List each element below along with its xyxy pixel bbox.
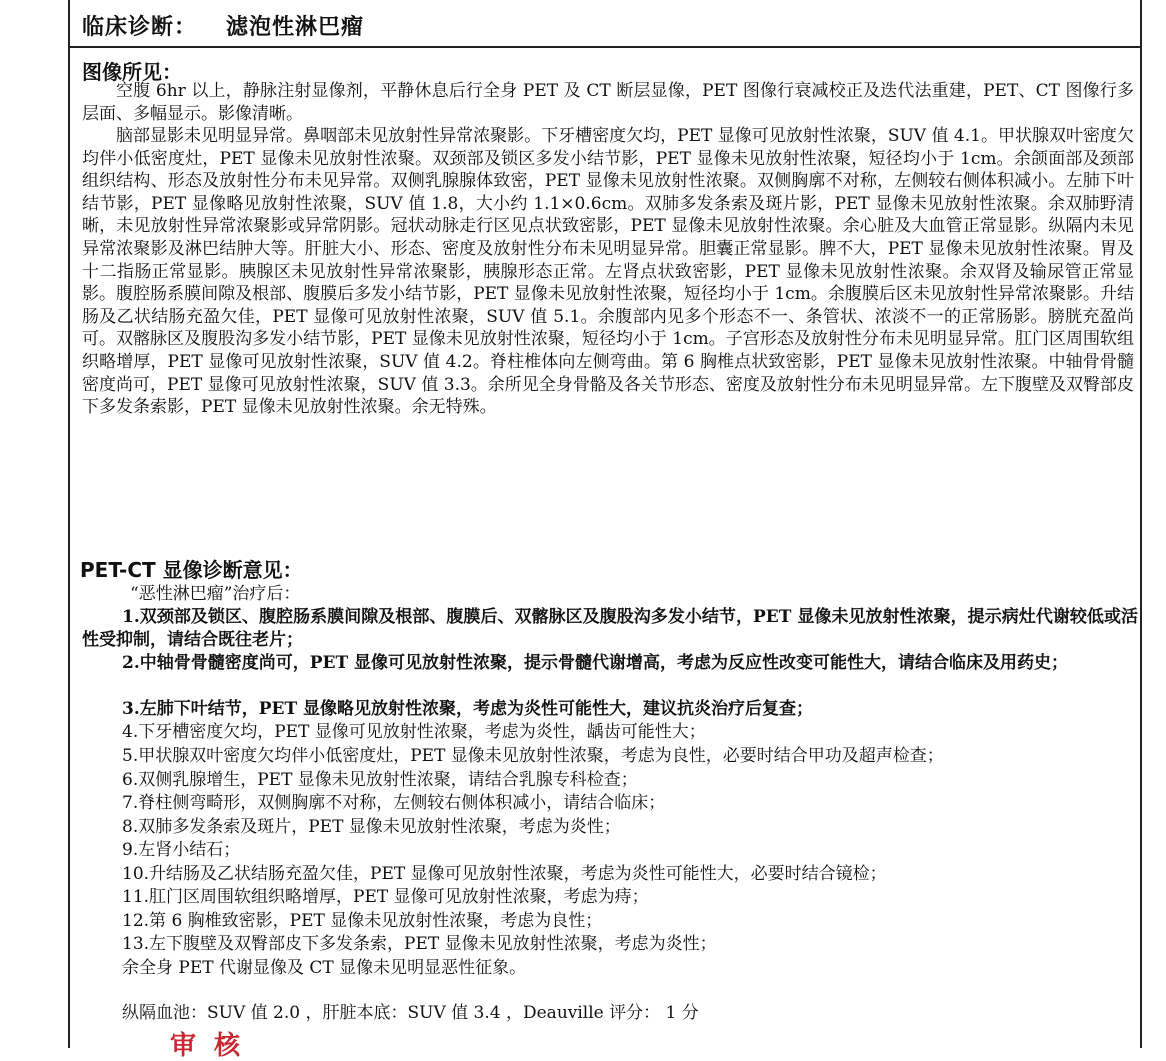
- opinion-item-12: 12.第 6 胸椎致密影，PET 显像未见放射性浓聚，考虑为良性；: [122, 911, 603, 931]
- clinical-diagnosis-row: [68, 0, 1142, 48]
- opinion-item-10: 10.升结肠及乙状结肠充盈欠佳，PET 显像可见放射性浓聚，考虑为炎性可能性大，必要时结合镜检；: [122, 864, 887, 884]
- opinion-item-6: 6.双侧乳腺增生，PET 显像未见放射性浓聚，请结合乳腺专科检查；: [122, 770, 638, 790]
- opinion-item-11: 11.肛门区周围软组织略增厚，PET 显像可见放射性浓聚，考虑为痔；: [122, 887, 649, 907]
- opinion-item-13: 13.左下腹壁及双臀部皮下多发条索，PET 显像未见放射性浓聚，考虑为炎性；: [122, 934, 717, 954]
- clinical-diagnosis-label: 临床诊断：: [82, 15, 198, 40]
- findings-paragraph-1: 空腹 6hr 以上，静脉注射显像剂，平静休息后行全身 PET 及 CT 断层显像，PET 图像行衰减校正及迭代法重建，PET、CT 图像行多层面、多幅显示。影像清晰。: [82, 81, 1134, 124]
- seal-stamp: 审核: [170, 1031, 259, 1061]
- findings-title: 图像所见：: [82, 60, 182, 84]
- opinion-closing: 余全身 PET 代谢显像及 CT 显像未见明显恶性征象。: [122, 958, 527, 978]
- opinion-item-9: 9.左肾小结石；: [122, 840, 241, 860]
- opinion-item-1: 1.双颈部及锁区、腹腔肠系膜间隙及根部、腹膜后、双髂脉区及腹股沟多发小结节，PET 显像未见放射性浓聚，提示病灶代谢较低或活性受抑制，请结合既往老片；: [82, 607, 1138, 650]
- opinion-item-2: 2.中轴骨骨髓密度尚可，PET 显像可见放射性浓聚，提示骨髓代谢增高，考虑为反应性改变可能性大，请结合临床及用药史；: [122, 653, 1069, 673]
- opinion-item-8: 8.双肺多发条索及斑片，PET 显像未见放射性浓聚，考虑为炎性；: [122, 817, 621, 837]
- opinion-item-7: 7.脊柱侧弯畸形，双侧胸廓不对称，左侧较右侧体积减小，请结合临床；: [122, 793, 666, 813]
- clinical-diagnosis-value: 滤泡性淋巴瘤: [226, 15, 365, 40]
- findings-paragraph-2: 脑部显影未见明显异常。鼻咽部未见放射性异常浓聚影。下牙槽密度欠均，PET 显像可见放射性浓聚，SUV 值 4.1。甲状腺双叶密度欠均伴小低密度灶，PET 显像未见放射性浓聚。双颈部及锁区多发小结节影，PET 显像未见放射性浓聚，短径均小于 1cm。余颌面部及颈部组织结构、形态及放射性分布未见异常。双侧乳腺腺体致密，PET 显像未见放射性浓聚。双侧胸廓不对称，左侧较右侧体积减小。左肺下叶结节影，PET 显像略见放射性浓聚，SUV 值 1.8，大小约 1.1×0.6cm。双肺多发条索及斑片影，PET 显像未见放射性浓聚。余双肺野清晰，未见放射性异常浓聚影或异常阴影。冠状动脉走行区见点状致密影，PET 显像未见放射性浓聚。余心脏及大血管正常显影。纵隔内未见异常浓聚影及淋巴结肿大等。肝脏大小、形态、密度及放射性分布未见明显异常。胆囊正常显影。脾不大，PET 显像未见放射性浓聚。胃及十二指肠正常显影。胰腺区未见放射性异常浓聚影，胰腺形态正常。左肾点状致密影，PET 显像未见放射性浓聚。余双肾及输尿管正常显影。腹腔肠系膜间隙及根部、腹膜后多发小结节影，PET 显像未见放射性浓聚，短径均小于 1cm。余腹膜后区未见放射性异常浓聚影。升结肠及乙状结肠充盈欠佳，PET 显像可见放射性浓聚，SUV 值 5.1。余腹部内见多个形态不一、条管状、浓淡不一的正常肠影。膀胱充盈尚可。双髂脉区及腹股沟多发小结节影，PET 显像未见放射性浓聚，短径均小于 1cm。子宫形态及放射性分布未见明显异常。肛门区周围软组织略增厚，PET 显像可见放射性浓聚，SUV 值 4.2。脊柱椎体向左侧弯曲。第 6 胸椎点状致密影，PET 显像未见放射性浓聚。中轴骨骨髓密度尚可，PET 显像可见放射性浓聚，SUV 值 3.3。余所见全身骨骼及各关节形态、密度及放射性分布未见明显异常。左下腹壁及双臀部皮下多发条索影，PET 显像未见放射性浓聚。余无特殊。: [82, 126, 1134, 418]
- opinion-item-3: 3.左肺下叶结节，PET 显像略见放射性浓聚，考虑为炎性可能性大，建议抗炎治疗后复查；: [122, 699, 814, 719]
- opinion-preface: “恶性淋巴瘤”治疗后：: [130, 584, 301, 604]
- opinion-title: PET-CT 显像诊断意见：: [80, 558, 303, 582]
- opinion-item-4: 4.下牙槽密度欠均，PET 显像可见放射性浓聚，考虑为炎性，龋齿可能性大；: [122, 722, 706, 742]
- opinion-item-5: 5.甲状腺双叶密度欠均伴小低密度灶，PET 显像未见放射性浓聚，考虑为良性，必要时结合甲功及超声检查；: [122, 746, 944, 766]
- deauville-score-line: 纵隔血池：SUV 值 2.0 ，肝脏本底：SUV 值 3.4 ，Deauville 评分： 1 分: [122, 1003, 699, 1023]
